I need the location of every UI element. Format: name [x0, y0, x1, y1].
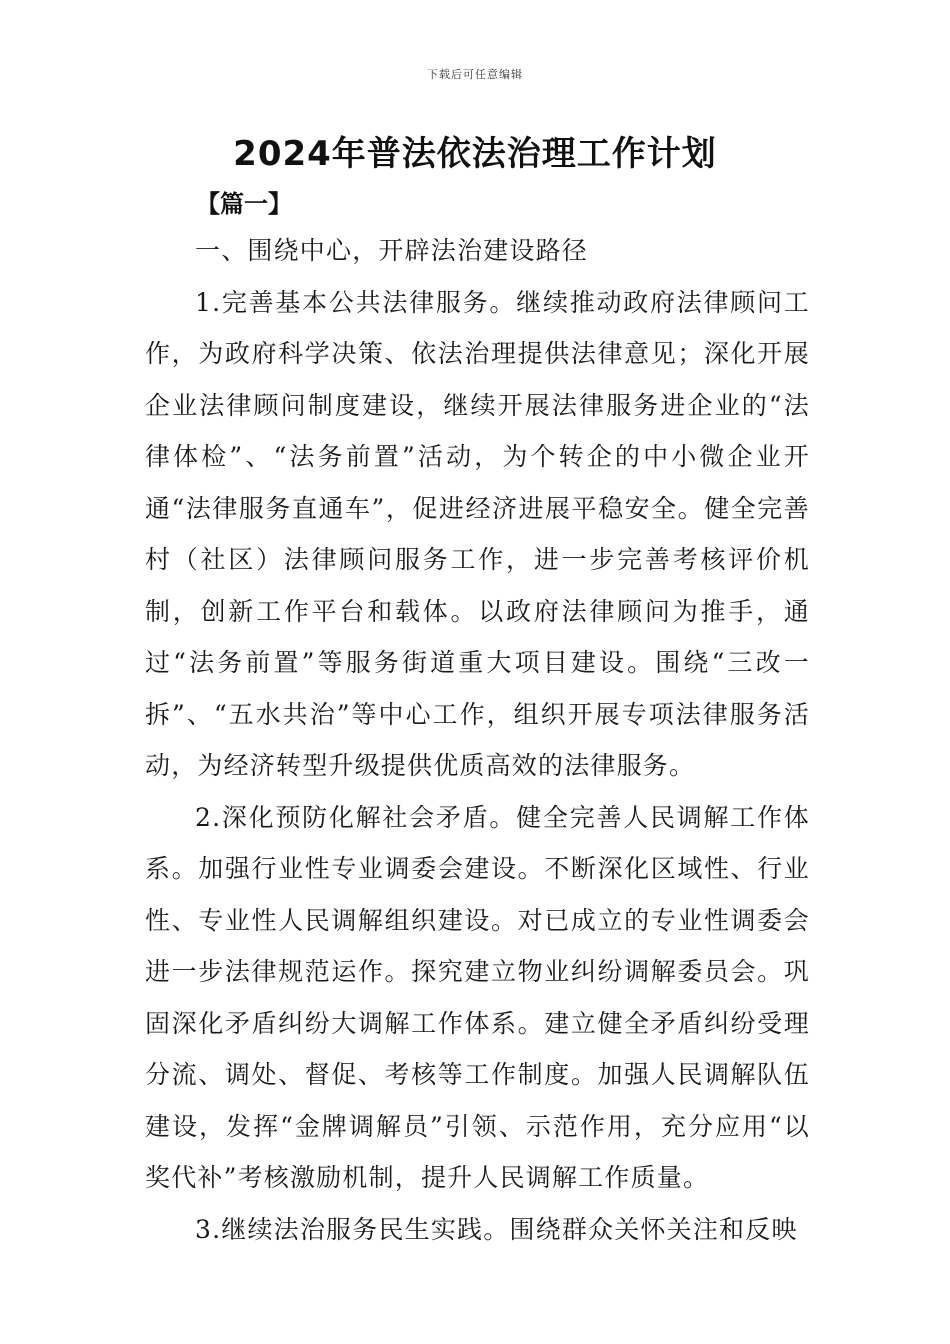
paragraph: 2.深化预防化解社会矛盾。健全完善人民调解工作体系。加强行业性专业调委会建设。不断深化区域性、行业性、专业性人民调解组织建设。对已成立的专业性调委会进一步法律规范运作。探究建立物业纠纷调解委员会。巩固深化矛盾纠纷大调解工作体系。建立健全矛盾纠纷受理分流、调处、督促、考核等工作制度。加强人民调解队伍建设，发挥“金牌调解员”引领、示范作用，充分应用“以奖代补”考核激励机制，提升人民调解工作质量。 [145, 802, 810, 1192]
section-tag: 【篇一】 [196, 190, 292, 218]
paragraph: 3.继续法治服务民生实践。围绕群众关怀关注和反映 [195, 1214, 798, 1244]
paragraph-heading: 一、围绕中心，开辟法治建设路径 [195, 236, 589, 265]
paragraph: 1.完善基本公共法律服务。继续推动政府法律顾问工作，为政府科学决策、依法治理提供法律意见；深化开展企业法律顾问制度建设，继续开展法律服务进企业的“法律体检”、“法务前置”活动，为个转企的中小微企业开通“法律服务直通车”，促进经济进展平稳安全。健全完善村（社区）法律顾问服务工作，进一步完善考核评价机制，创新工作平台和载体。以政府法律顾问为推手，通过“法务前置”等服务街道重大项目建设。围绕“三改一拆”、“五水共治”等中心工作，组织开展专项法律服务活动，为经济转型升级提供优质高效的法律服务。 [145, 287, 810, 780]
body-text [145, 225, 810, 1255]
document-title: 2024年普法依法治理工作计划 [233, 134, 717, 174]
header-note: 下载后可任意编辑 [427, 68, 523, 81]
